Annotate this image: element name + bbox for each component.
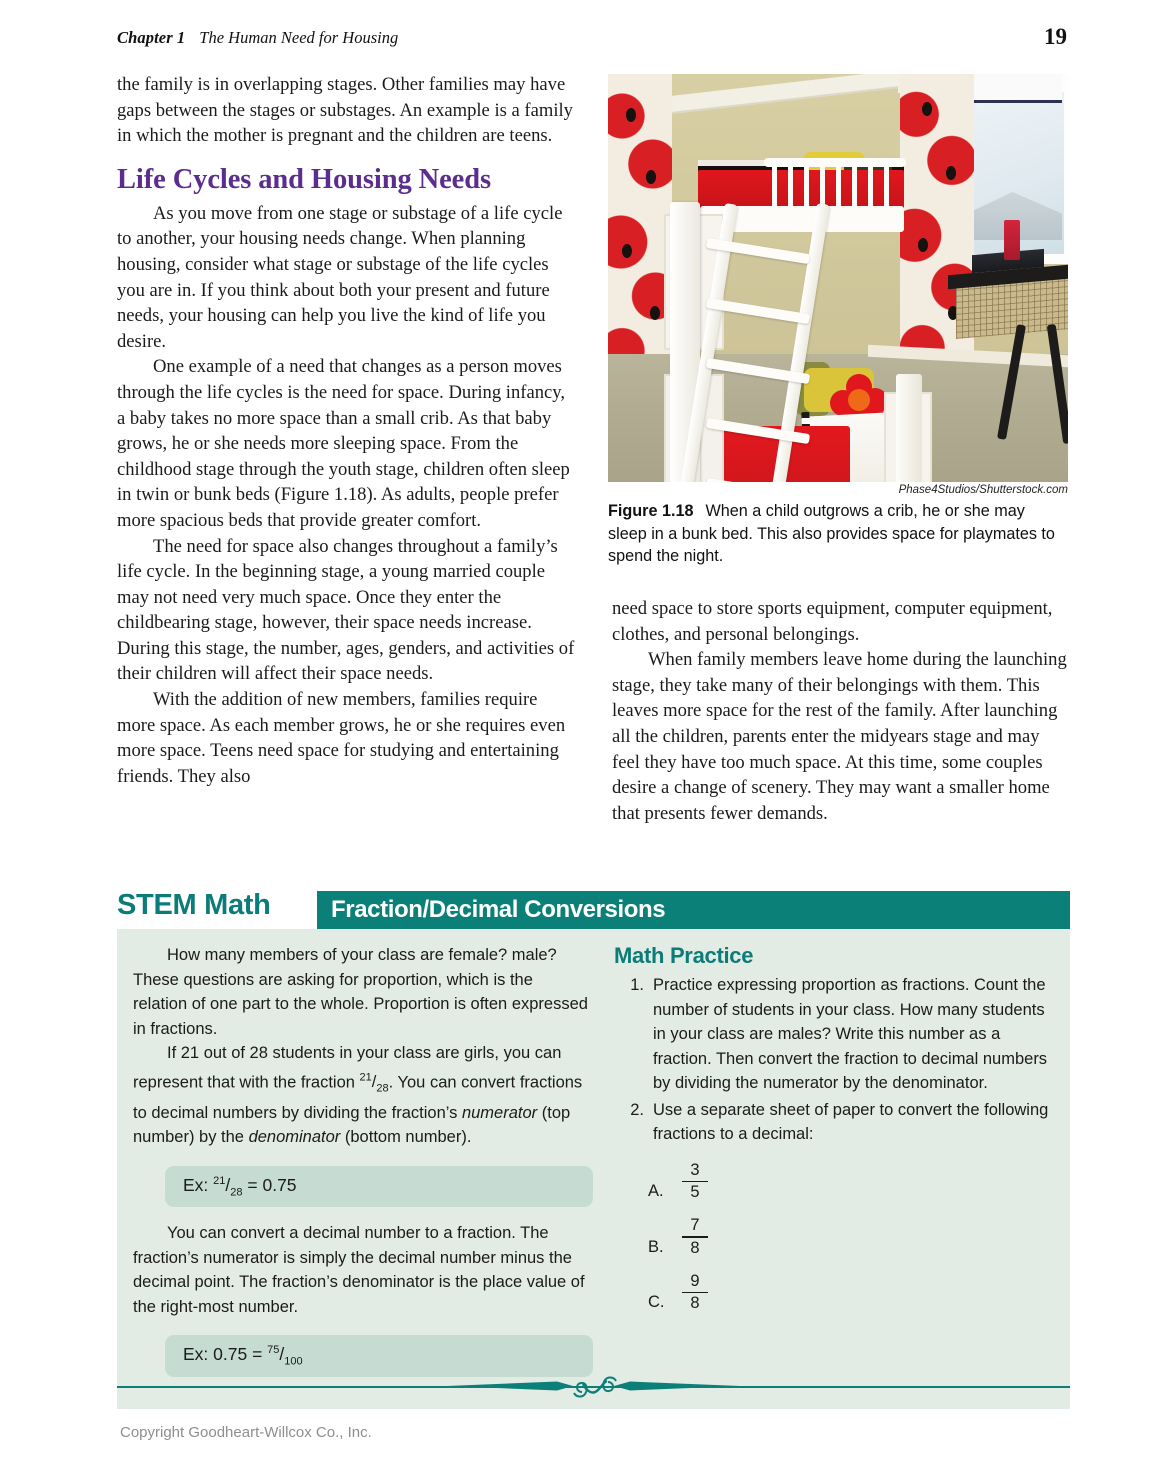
stem-math-topic-bar xyxy=(317,891,1070,929)
bed-foot-post xyxy=(896,374,922,482)
ladder-rung xyxy=(706,298,810,324)
stem-math-left-column xyxy=(133,943,588,1391)
example-box-1 xyxy=(165,1166,593,1208)
fraction-bar xyxy=(682,1292,708,1294)
fraction-exercise-letter: B. xyxy=(648,1237,664,1256)
poppy-center xyxy=(622,244,632,258)
fraction-numerator: 9 xyxy=(690,1271,700,1290)
poppy-center xyxy=(646,170,656,184)
fraction-denominator: 8 xyxy=(690,1294,700,1313)
stacked-fraction xyxy=(682,1161,708,1203)
rule-arrow-right-icon xyxy=(614,1380,740,1392)
paragraph: the family is in overlapping stages. Other families may have gaps between the stages or substages. An example is a family in which the mother is pregnant and the children are teens. xyxy=(117,74,573,147)
body-column-right xyxy=(612,596,1070,826)
paragraph: You can convert a decimal number to a fraction. The fraction’s numerator is simply the decimal number minus the decimal point. The fraction’s denominator is the place value of the right-most number. xyxy=(133,1224,585,1316)
fraction-exercise xyxy=(648,1272,1054,1314)
example-suffix: = 0.75 xyxy=(242,1174,297,1195)
figure-label: Figure 1.18 xyxy=(608,502,694,520)
paragraph: How many members of your class are female? male? These questions are asking for proportion, which is the relation of one part to the whole. Proportion is often expressed in fractions. xyxy=(133,946,588,1038)
fraction-denominator: 100 xyxy=(284,1355,303,1368)
photo-credit: Phase4Studios/Shutterstock.com xyxy=(898,484,1068,496)
paragraph xyxy=(133,1041,588,1150)
swirl-ornament-icon xyxy=(572,1370,618,1404)
text-run: If 21 out of 28 students in your class are girls, you can represent that with the fraction xyxy=(133,1044,562,1091)
poppy-center xyxy=(946,166,956,180)
poppy-center xyxy=(922,102,932,116)
figure-1-18 xyxy=(608,74,1068,568)
text-run: . You can convert fractions to decimal numbers by dividing the fraction’s xyxy=(133,1073,583,1122)
paragraph: The need for space also changes throughout a family’s life cycle. In the beginning stage, a young married couple may not need very much space. Once they enter the childbearing stage, however, their space needs increase. During this stage, the number, ages, genders, and activities of their children will affect their space needs. xyxy=(117,535,575,685)
fraction-bar xyxy=(682,1181,708,1183)
stem-math-topic: Fraction/Decimal Conversions xyxy=(331,896,666,923)
figure-caption xyxy=(608,500,1068,568)
figure-caption-text: When a child outgrows a crib, he or she may sleep in a bunk bed. This also provides space for playmates to spend the night. xyxy=(608,502,1055,565)
fraction-denominator: 28 xyxy=(376,1082,389,1095)
list-item-text: Practice expressing proportion as fractions. Count the number of students in your class. How many students in your class are males? Write this number as a fraction. Then convert the fraction to decimal numbers by dividing the numerator by the denominator. xyxy=(653,976,1048,1092)
text-run: (top number) by the xyxy=(133,1103,571,1147)
list-item xyxy=(614,1098,1054,1147)
flower-center xyxy=(848,389,870,411)
stacked-fraction xyxy=(682,1272,708,1314)
stacked-fraction xyxy=(682,1216,708,1258)
fraction-exercise xyxy=(648,1216,1054,1258)
paragraph: As you move from one stage or substage of a life cycle to another, your housing needs change. When planning housing, consider what stage or substage of the life cycles you are in. If you think about both your present and future needs, your housing can help you live the kind of life you desire. xyxy=(117,202,563,352)
ladder-rung xyxy=(706,478,810,482)
section-heading: Life Cycles and Housing Needs xyxy=(117,163,491,195)
list-item-number: 2. xyxy=(630,1100,644,1119)
running-head-title: The Human Need for Housing xyxy=(199,28,399,47)
rule-arrow-left-icon xyxy=(447,1380,573,1392)
fraction-denominator: 28 xyxy=(230,1186,243,1199)
paragraph: need space to store sports equipment, computer equipment, clothes, and personal belongings. xyxy=(612,598,1053,645)
stem-math-feature xyxy=(117,889,1070,1409)
fraction-bar xyxy=(682,1236,708,1238)
term-numerator: numerator xyxy=(461,1103,538,1122)
math-practice-title: Math Practice xyxy=(614,943,754,968)
stem-math-label: STEM Math xyxy=(117,889,271,921)
term-denominator: denominator xyxy=(248,1128,341,1147)
footer-copyright: Copyright Goodheart-Willcox Co., Inc. xyxy=(120,1424,372,1441)
body-column-left xyxy=(117,72,577,789)
red-candle xyxy=(1004,220,1020,260)
fraction-numerator: 3 xyxy=(690,1160,700,1179)
stem-math-body xyxy=(117,929,1070,1409)
running-head-chapter: Chapter 1 xyxy=(117,28,186,47)
fraction-numerator: 7 xyxy=(690,1216,700,1235)
stem-math-header xyxy=(117,889,1070,929)
example-prefix: Ex: 0.75 = xyxy=(183,1344,268,1365)
fraction-exercise xyxy=(648,1161,1054,1203)
running-head xyxy=(117,24,1067,56)
fraction-denominator: 8 xyxy=(690,1238,700,1257)
poppy-center xyxy=(626,108,636,122)
example-prefix: Ex: xyxy=(183,1174,214,1195)
inline-fraction: $^{21}/_{28}$ xyxy=(359,1071,389,1095)
inline-fraction: $^{75}/_{100}$ xyxy=(267,1344,303,1368)
decorative-rule xyxy=(117,1370,1070,1404)
fraction-numerator: 21 xyxy=(359,1071,372,1084)
poppy-center xyxy=(918,238,928,252)
fraction-exercise-list xyxy=(648,1161,1054,1314)
inline-fraction: $^{21}/_{28}$ xyxy=(213,1174,243,1199)
fraction-exercise-letter: C. xyxy=(648,1293,665,1312)
poppy-center xyxy=(650,306,660,320)
math-practice-list xyxy=(614,973,1054,1147)
list-item-text: Use a separate sheet of paper to convert the following fractions to a decimal: xyxy=(653,1100,1049,1143)
fraction-denominator: 5 xyxy=(690,1183,700,1202)
text-run: (bottom number). xyxy=(340,1128,472,1147)
page-number: 19 xyxy=(1044,24,1067,49)
list-item-number: 1. xyxy=(630,976,644,994)
bunk-ladder xyxy=(700,202,820,482)
fraction-numerator: 21 xyxy=(213,1174,226,1187)
fraction-exercise-letter: A. xyxy=(648,1182,664,1201)
list-item xyxy=(614,973,1054,1096)
paragraph: When family members leave home during the launching stage, they take many of their belongings with them. This leaves more space for the rest of the family. After launching all the children, parents enter the midyears stage and may feel they have too much space. At this time, some couples desire a change of scenery. They may want a smaller home that presents fewer demands. xyxy=(612,649,1067,824)
fraction-numerator: 75 xyxy=(267,1344,280,1357)
paragraph: One example of a need that changes as a person moves through the life cycles is the need for space. During infancy, a baby takes no more space than a small crib. As that baby grows, he or she needs more sleeping space. From the childhood stage through the youth stage, children often sleep in twin or bunk beds (Figure 1.18). As adults, people prefer more spacious beds that provide greater comfort. xyxy=(117,356,570,531)
paragraph: With the addition of new members, families require more space. As each member grows, he or she requires even more space. Teens need space for studying and entertaining friends. They also xyxy=(117,689,566,787)
stem-math-right-column xyxy=(614,943,1054,1391)
bedroom-photograph xyxy=(608,74,1068,482)
